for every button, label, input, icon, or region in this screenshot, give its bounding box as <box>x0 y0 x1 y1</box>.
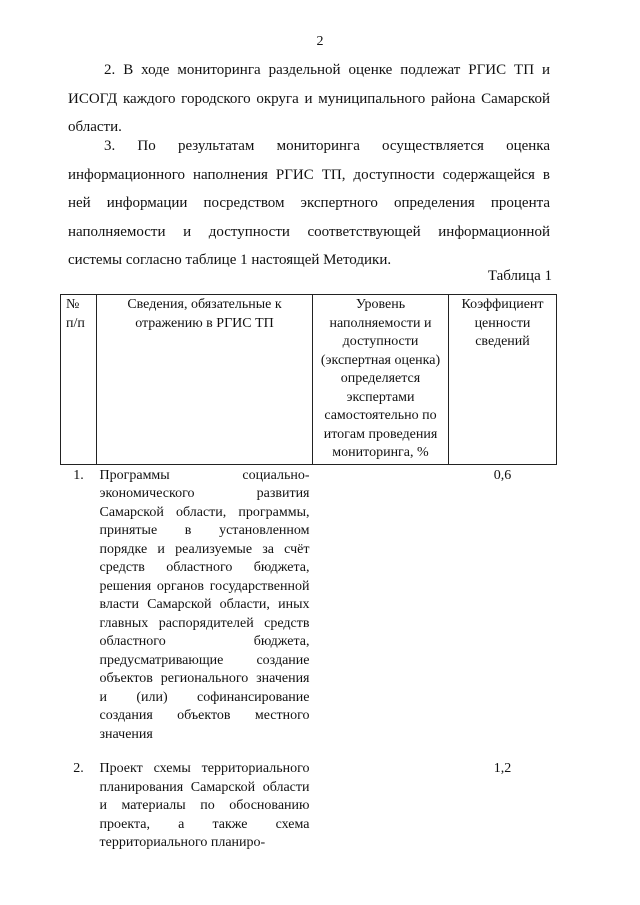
row-description: Проект схемы территориального планирования Самарской области и материалы по обоснованию проекта, а также схема территориального планиро- <box>99 761 310 850</box>
header-fill-level: Уровень наполняемости и доступности (экспертная оценка) определяется экспертами самостоятельно по итогам проведения мониторинга, % <box>313 295 449 465</box>
table-row <box>61 758 557 853</box>
row-description: Программы социально-экономического развития Самарской области, программы, принятые в установленном порядке и реализуемые за счёт средств областного бюджета, решения органов государственной власти Самарской области, иных главных распорядителей средств областного бюджета, предусматривающие создание объектов регионального значения и (или) софинансирование создания объектов местного значения <box>99 467 310 742</box>
row-number: 1. <box>73 467 84 483</box>
row-fill-level <box>313 758 449 853</box>
paragraph-2: 2. В ходе мониторинга раздельной оценке подлежат РГИС ТП и ИСОГД каждого городского округа и муниципального района Самарской области. <box>68 62 550 135</box>
header-number: № п/п <box>61 295 97 465</box>
page-number: 2 <box>316 34 324 49</box>
header-value-coefficient: Коэффициент ценности сведений <box>449 295 557 465</box>
table-header <box>61 295 557 465</box>
table-caption: Таблица 1 <box>487 268 552 284</box>
row-fill-level <box>313 464 449 744</box>
row-number: 2. <box>73 761 84 776</box>
row-coefficient: 1,2 <box>493 761 512 776</box>
header-information: Сведения, обязательные к отражению в РГИС ТП <box>97 295 313 465</box>
assessment-table <box>60 294 557 853</box>
table-row <box>61 464 557 744</box>
row-coefficient: 0,6 <box>493 467 512 483</box>
row-spacer <box>61 744 557 758</box>
paragraph-3: 3. По результатам мониторинга осуществляется оценка информационного наполнения РГИС ТП, доступности содержащейся в ней информации посредством экспертного определения процента наполняемости и доступности соответствующей информационной системы согласно таблице 1 настоящей Методики. <box>68 138 550 268</box>
